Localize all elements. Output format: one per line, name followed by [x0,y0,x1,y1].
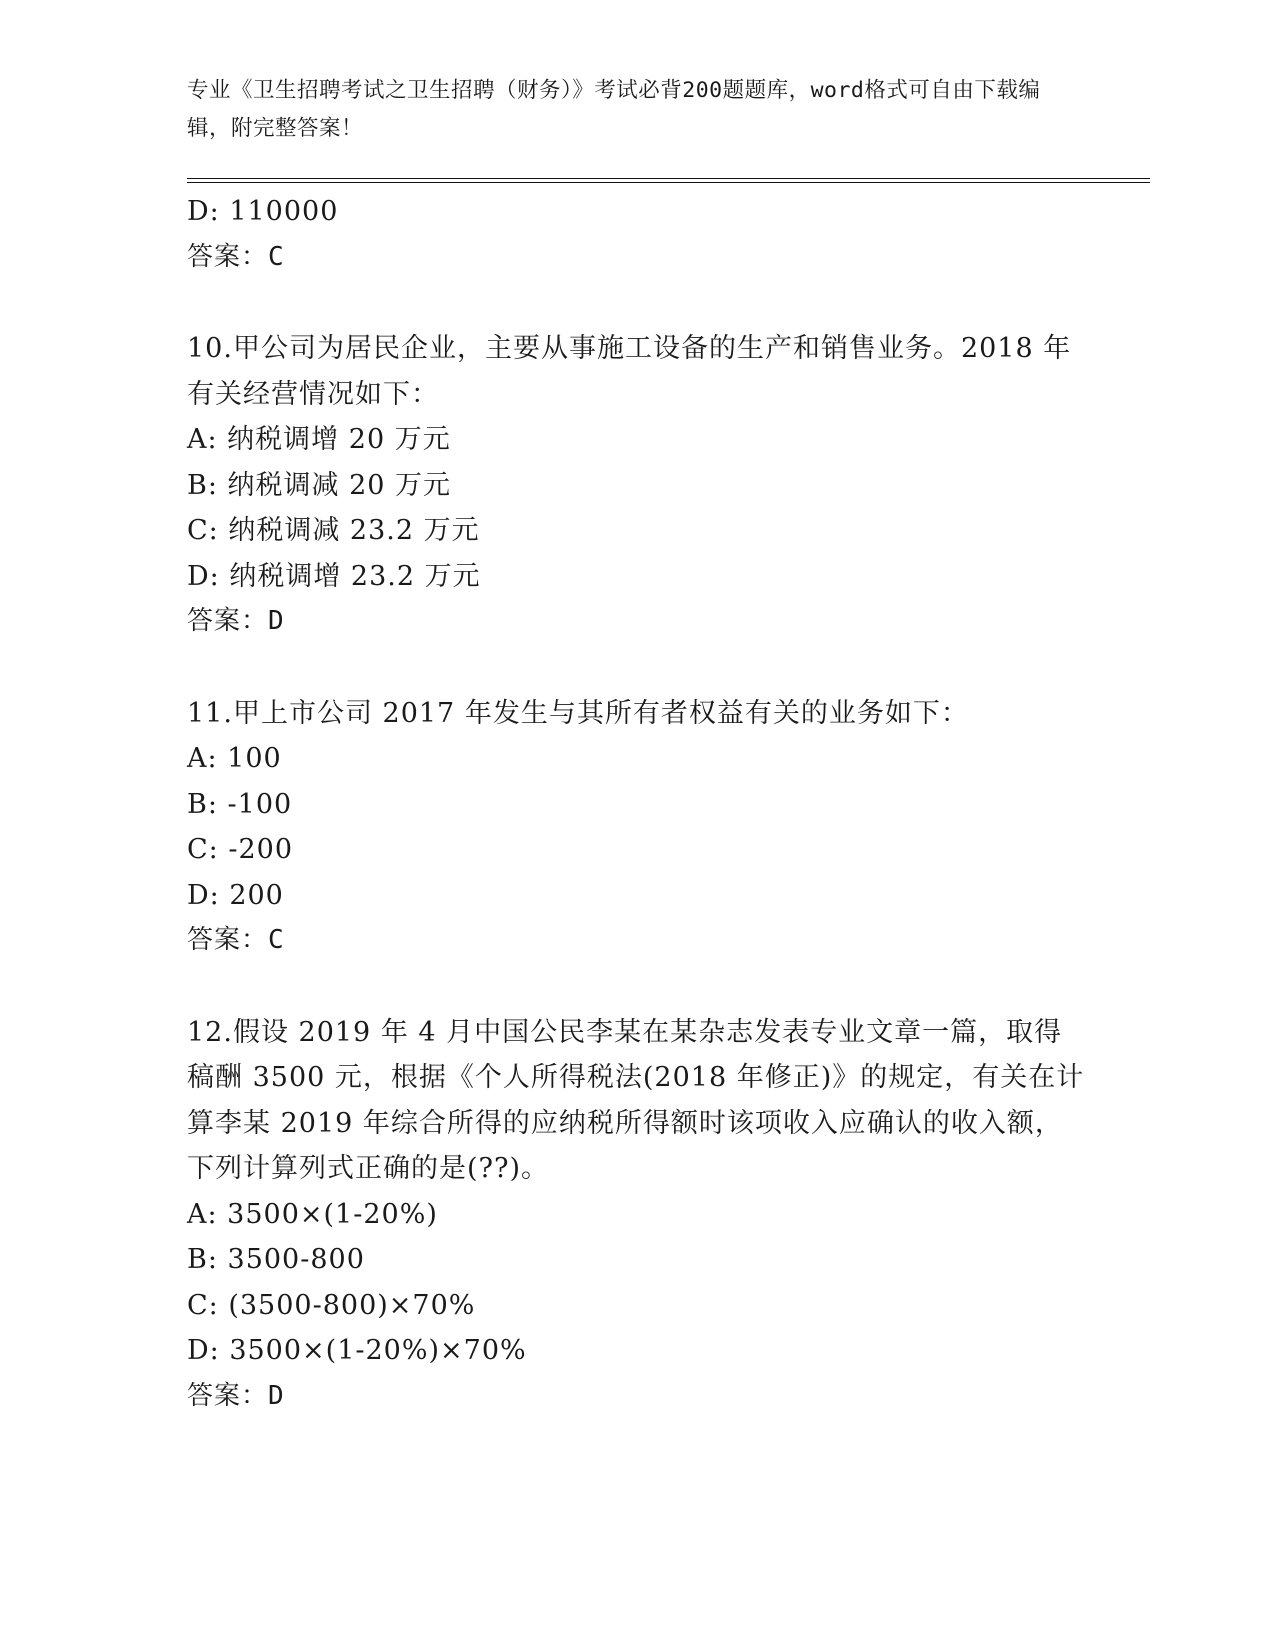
question-stem-line: 下列计算列式正确的是(??)。 [187,1153,550,1184]
spacer [187,964,1087,1010]
header-divider-top [187,178,1150,179]
spacer [187,645,1087,691]
answer-line: 答案：D [187,1380,285,1411]
question-stem-line: 算李某 2019 年综合所得的应纳税所得额时该项收入应确认的收入额， [187,1107,1063,1139]
answer-line: 答案：C [187,925,285,955]
question-stem-line: 10.甲公司为居民企业，主要从事施工设备的生产和销售业务。2018 年 [187,333,1072,364]
question-stem-line: 有关经营情况如下： [187,378,439,410]
header-divider-bottom [187,182,1150,183]
document-body [187,189,1087,1419]
option-a: A: 纳税调增 20 万元 [187,424,451,455]
answer-line: 答案：C [187,241,285,272]
spacer [187,280,1087,326]
previous-question-tail [187,189,1087,280]
option-a: A: 100 [187,743,282,774]
option-c: C: (3500-800)×70% [187,1289,476,1321]
option-a: A: 3500×(1-20%) [187,1198,438,1230]
option-d: D: 纳税调增 23.2 万元 [187,560,481,592]
option-c: C: 纳税调减 23.2 万元 [187,515,480,546]
option-c: C: -200 [187,834,293,865]
question-stem-line: 11.甲上市公司 2017 年发生与其所有者权益有关的业务如下： [187,697,969,729]
page-header [187,72,1067,148]
question-stem-line: 稿酬 3500 元，根据《个人所得税法(2018 年修正)》的规定，有关在计 [187,1062,1085,1093]
answer-line: 答案：D [187,606,285,636]
option-d: D: 110000 [187,196,339,227]
option-b: B: -100 [187,788,293,820]
option-b: B: 3500-800 [187,1244,365,1275]
question-stem-line: 12.假设 2019 年 4 月中国公民李某在某杂志发表专业文章一篇，取得 [187,1016,1063,1048]
question-10 [187,326,1087,645]
header-title: 专业《卫生招聘考试之卫生招聘（财务）》考试必背200题题库，word格式可自由下载编辑，附完整答案！ [187,78,1041,141]
question-12 [187,1010,1087,1420]
option-d: D: 3500×(1-20%)×70% [187,1335,527,1366]
question-11 [187,691,1087,964]
option-d: D: 200 [187,879,284,911]
option-b: B: 纳税调减 20 万元 [187,469,452,501]
